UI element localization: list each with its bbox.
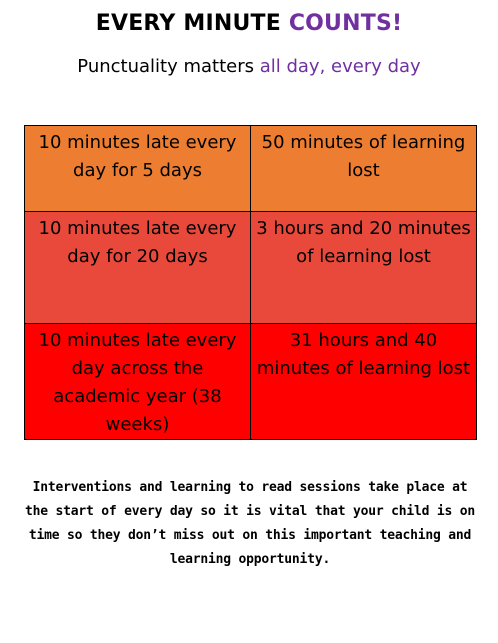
lateness-cell: 10 minutes late every day for 5 days xyxy=(25,126,251,212)
lateness-impact-table xyxy=(24,125,477,440)
page-subtitle xyxy=(0,54,498,80)
table-row xyxy=(25,212,477,324)
title-accent: COUNTS! xyxy=(288,11,403,36)
title-main: EVERY MINUTE xyxy=(95,11,289,36)
footer-note: Interventions and learning to read sessions take place at the start of every day so it is vital that your child is on time so they don’t miss out on this important teaching and learning opportunity. xyxy=(25,480,475,567)
lateness-cell: 10 minutes late every day across the academic year (38 weeks) xyxy=(25,324,251,440)
table-row xyxy=(25,324,477,440)
page-title xyxy=(0,8,498,40)
subtitle-accent: all day, every day xyxy=(259,56,421,77)
impact-cell: 50 minutes of learning lost xyxy=(251,126,477,212)
impact-cell: 31 hours and 40 minutes of learning lost xyxy=(251,324,477,440)
table-row xyxy=(25,126,477,212)
subtitle-main: Punctuality matters xyxy=(77,56,260,77)
impact-cell: 3 hours and 20 minutes of learning lost xyxy=(251,212,477,324)
lateness-cell: 10 minutes late every day for 20 days xyxy=(25,212,251,324)
